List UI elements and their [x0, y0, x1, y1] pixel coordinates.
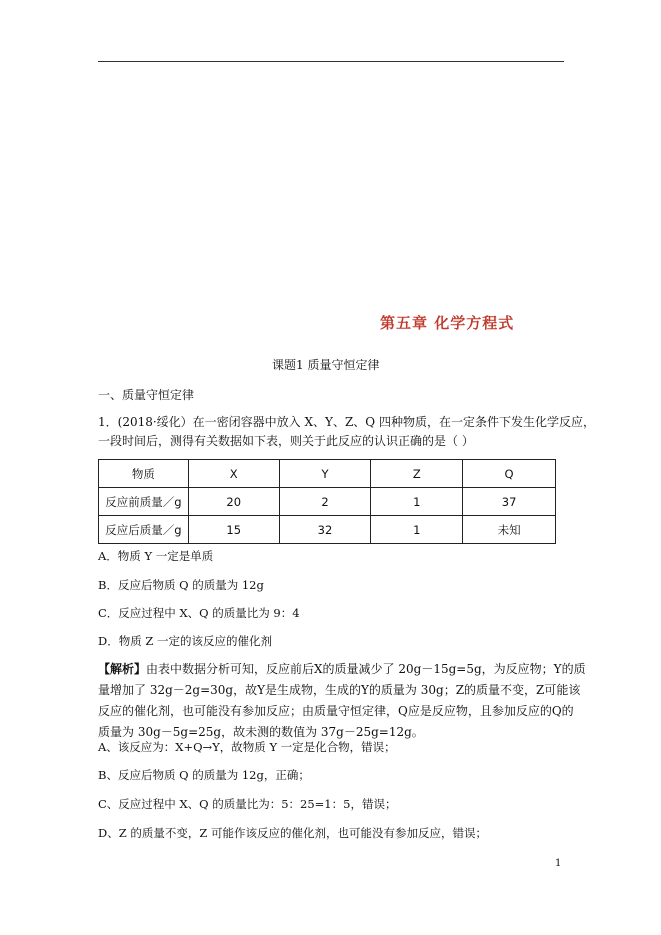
table-cell: 1 — [371, 488, 463, 516]
analysis-line-2: 量增加了 32g－2g=30g，故Y是生成物，生成的Y的质量为 30g；Z的质量不变，Z可能该 — [98, 683, 581, 697]
header-rule — [98, 61, 564, 62]
table-cell: 2 — [279, 488, 371, 516]
analysis-line-3: 反应的催化剂，也可能没有参加反应；由质量守恒定律，Q应是反应物，且参加反应的Q的 — [98, 704, 574, 718]
option-c: C．反应过程中 X、Q 的质量比为 9：4 — [98, 606, 300, 620]
table-row — [99, 516, 556, 544]
table-header-cell: Q — [463, 460, 556, 488]
table-cell: 37 — [463, 488, 556, 516]
explanation-d: D、Z 的质量不变，Z 可能作该反应的催化剂，也可能没有参加反应，错误； — [98, 826, 488, 840]
analysis-line-4: 质量为 30g－5g=25g，故未测的数值为 37g－25g=12g。 — [98, 725, 424, 739]
explanation-c: C、反应过程中 X、Q 的质量比为：5：25=1：5，错误； — [98, 797, 397, 811]
table-cell: 15 — [188, 516, 279, 544]
table-header-cell: 物质 — [99, 460, 189, 488]
explanation-a: A、该反应为：X+Q→Y，故物质 Y 一定是化合物，错误； — [98, 740, 396, 754]
table-header-cell: X — [188, 460, 279, 488]
analysis-label: 【解析】 — [98, 662, 147, 676]
option-d: D．物质 Z 一定的该反应的催化剂 — [98, 634, 273, 648]
table-cell: 反应前质量／g — [99, 488, 189, 516]
option-b: B．反应后物质 Q 的质量为 12g — [98, 578, 264, 592]
lesson-title: 课题1 质量守恒定律 — [272, 358, 380, 372]
data-table — [98, 459, 556, 544]
chapter-title: 第五章 化学方程式 — [380, 314, 515, 332]
section-title: 一、质量守恒定律 — [98, 388, 195, 402]
table-header-cell: Y — [279, 460, 371, 488]
page-number: 1 — [555, 858, 562, 869]
table-row — [99, 488, 556, 516]
table-header-cell: Z — [371, 460, 463, 488]
analysis-text: 由表中数据分析可知，反应前后X的质量减少了 20g－15g=5g，为反应物；Y的质 — [146, 662, 586, 676]
question-line-1: 1．(2018·绥化）在一密闭容器中放入 X、Y、Z、Q 四种物质，在一定条件下发生化学反应， — [98, 415, 595, 429]
table-cell: 1 — [371, 516, 463, 544]
option-a: A．物质 Y 一定是单质 — [98, 549, 214, 563]
table-header-row — [99, 460, 556, 488]
table-cell: 未知 — [463, 516, 556, 544]
table-cell: 32 — [279, 516, 371, 544]
table-cell: 20 — [188, 488, 279, 516]
explanation-b: B、反应后物质 Q 的质量为 12g，正确； — [98, 768, 310, 782]
question-line-2: 一段时间后，测得有关数据如下表，则关于此反应的认识正确的是（ ） — [98, 434, 474, 448]
analysis-line-1 — [98, 659, 586, 680]
table-cell: 反应后质量／g — [99, 516, 189, 544]
